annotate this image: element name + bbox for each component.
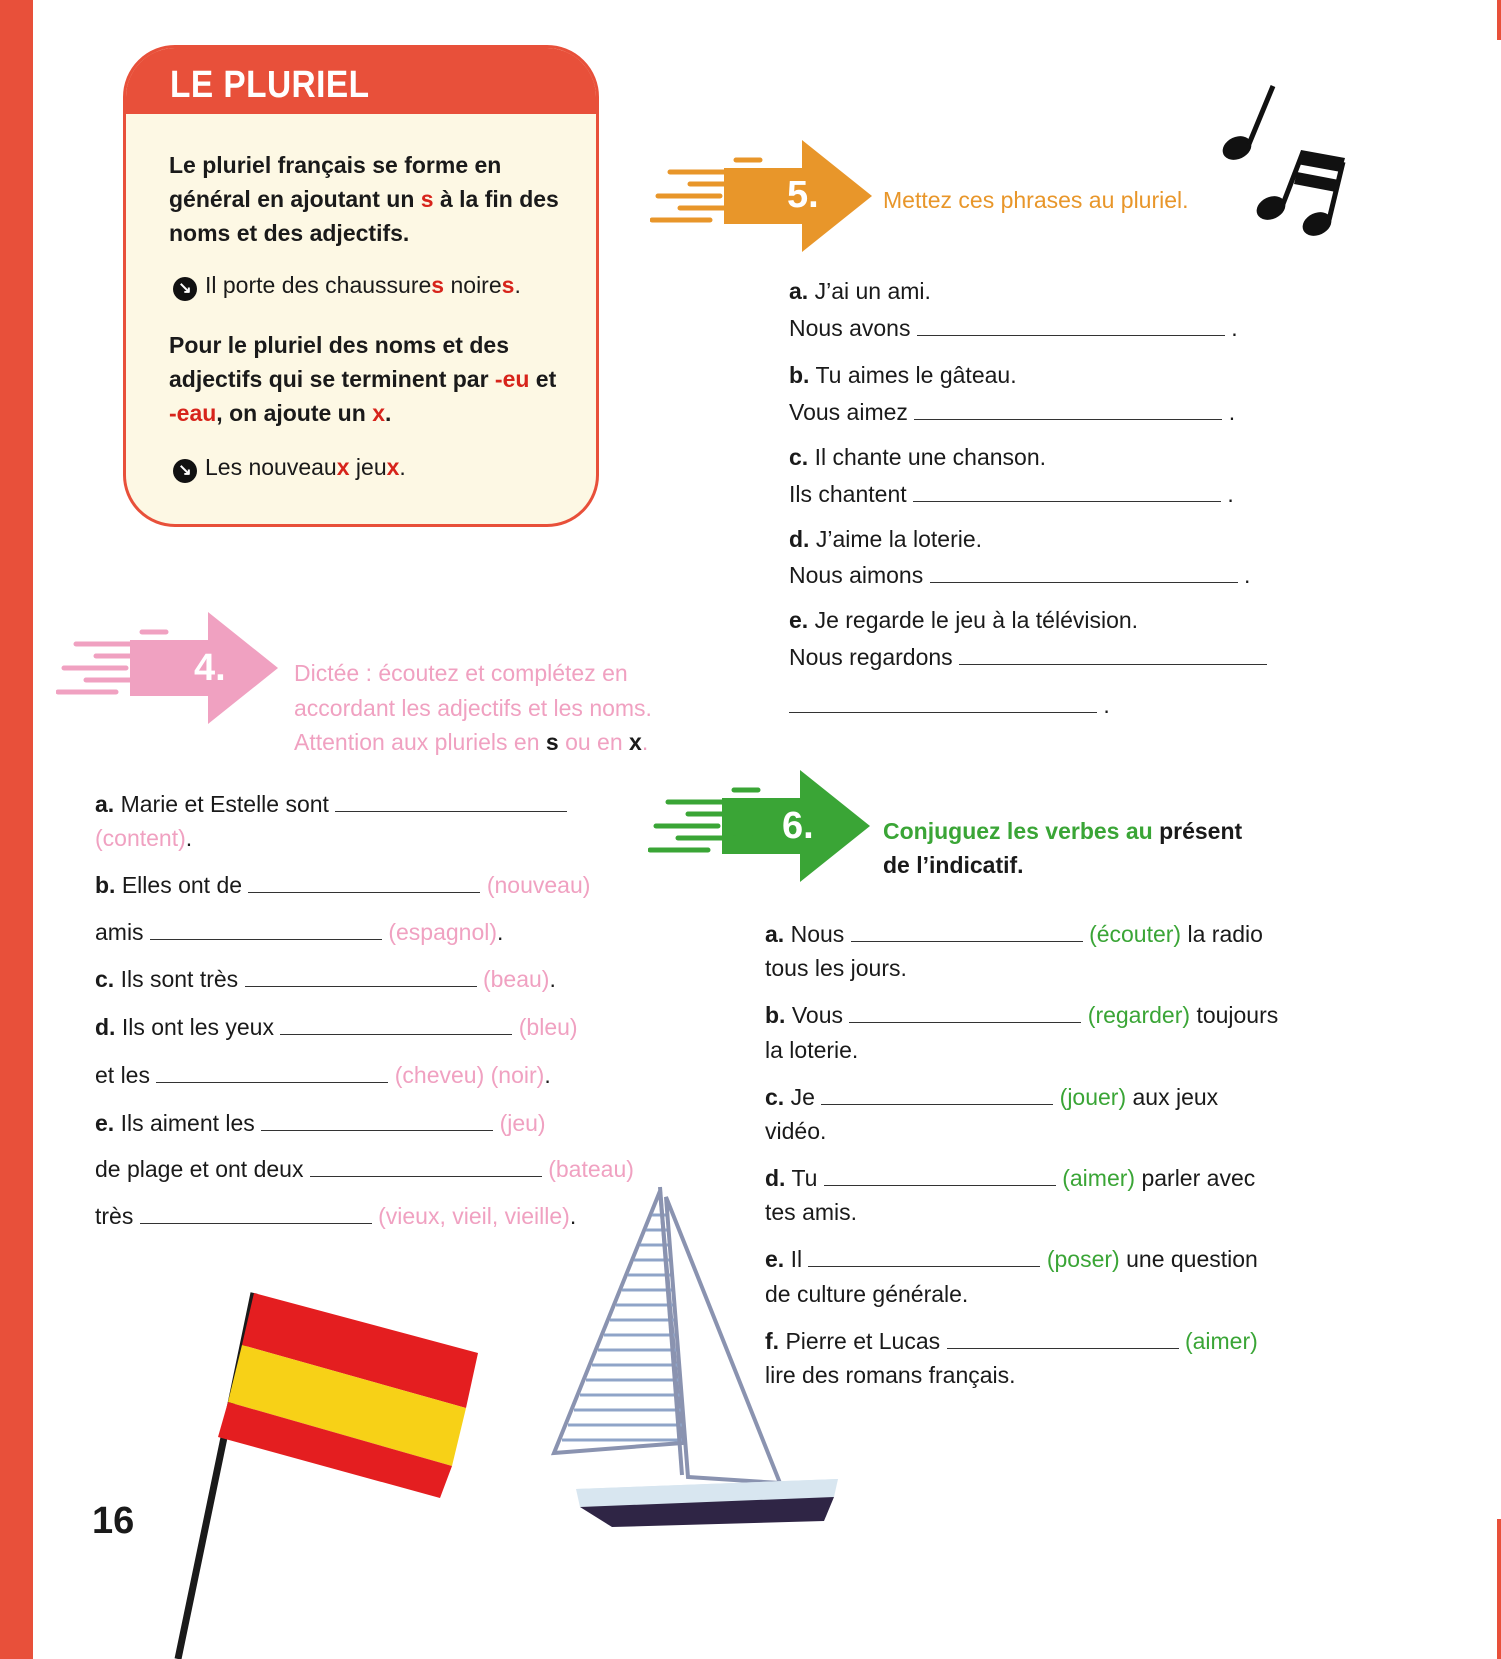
music-notes-icon bbox=[1215, 80, 1350, 240]
rule-header bbox=[126, 48, 596, 114]
item-letter: b. bbox=[789, 362, 810, 388]
item-text: Ils aiment les bbox=[120, 1110, 255, 1136]
arrow-icon: ↘ bbox=[173, 277, 197, 301]
left-margin-band bbox=[0, 0, 33, 1659]
ex6-item-d-line2: tes amis. bbox=[765, 1199, 858, 1225]
item-letter: b. bbox=[95, 872, 116, 898]
answer-blank[interactable] bbox=[310, 1158, 542, 1177]
item-sentence: Tu aimes le gâteau. bbox=[815, 362, 1017, 388]
answer-blank[interactable] bbox=[851, 923, 1083, 942]
answer-blank[interactable] bbox=[140, 1205, 372, 1224]
item-letter: f. bbox=[765, 1328, 780, 1354]
instruction-emphasis: présent bbox=[1159, 818, 1243, 844]
instruction-line: accordant les adjectifs et les noms. bbox=[294, 694, 652, 721]
verb-hint: (jouer) bbox=[1059, 1084, 1127, 1110]
rule-text: Le pluriel français se forme en général en ajoutant un bbox=[169, 152, 502, 212]
right-margin-band-bottom bbox=[1497, 1519, 1501, 1659]
item-letter: c. bbox=[765, 1084, 785, 1110]
highlight-s: s bbox=[431, 272, 445, 298]
ex6-item-b bbox=[765, 1000, 1278, 1030]
rule-title: LE PLURIEL bbox=[170, 64, 370, 106]
ex5-item-e-sentence bbox=[789, 605, 1138, 635]
exercise-5-instruction: Mettez ces phrases au pluriel. bbox=[883, 187, 1189, 213]
example-text: . bbox=[399, 454, 406, 480]
ex4-item-b bbox=[95, 870, 590, 900]
right-margin-band-top bbox=[1497, 0, 1501, 40]
ex6-item-c bbox=[765, 1082, 1218, 1112]
answer-blank[interactable] bbox=[808, 1248, 1040, 1267]
highlight-s: s bbox=[420, 186, 434, 212]
item-end: . bbox=[497, 919, 504, 945]
ex6-item-a bbox=[765, 919, 1263, 949]
item-text: Ils sont très bbox=[120, 966, 239, 992]
answer-end: . bbox=[1231, 315, 1238, 341]
ex6-item-a-line2: tous les jours. bbox=[765, 955, 907, 981]
exercise-5-arrow bbox=[650, 140, 875, 252]
item-subject: Je bbox=[790, 1084, 815, 1110]
ex4-item-e-line2 bbox=[95, 1154, 634, 1184]
answer-blank[interactable] bbox=[156, 1064, 388, 1083]
ex4-item-b-line2 bbox=[95, 917, 503, 947]
item-letter: c. bbox=[95, 966, 115, 992]
answer-start: Vous aimez bbox=[789, 399, 908, 425]
instruction-text: ou en bbox=[558, 729, 630, 755]
ex4-item-d-line2 bbox=[95, 1060, 551, 1090]
answer-blank[interactable] bbox=[248, 874, 480, 893]
highlight-x: x bbox=[336, 454, 350, 480]
item-rest: toujours bbox=[1196, 1002, 1279, 1028]
item-subject: Tu bbox=[791, 1165, 818, 1191]
highlight-eau: -eau bbox=[169, 400, 217, 426]
answer-end: . bbox=[1103, 692, 1110, 718]
item-end: . bbox=[185, 825, 193, 851]
item-rest: aux jeux bbox=[1132, 1084, 1219, 1110]
answer-blank[interactable] bbox=[914, 401, 1222, 420]
ex6-item-b-line2: la loterie. bbox=[765, 1037, 859, 1063]
item-sentence: J’ai un ami. bbox=[814, 278, 931, 304]
instruction-line: de l’indicatif. bbox=[883, 852, 1024, 878]
arrow-icon: ↘ bbox=[173, 459, 197, 483]
highlight-s: s bbox=[545, 729, 559, 755]
page-number: 16 bbox=[92, 1500, 135, 1542]
verb-hint: (aimer) bbox=[1184, 1328, 1258, 1354]
exercise-4-arrow bbox=[56, 612, 281, 724]
exercise-4-number: 4. bbox=[194, 647, 226, 689]
ex4-item-c bbox=[95, 964, 556, 994]
item-letter: d. bbox=[765, 1165, 786, 1191]
highlight-x: x bbox=[372, 400, 385, 426]
item-subject: Vous bbox=[791, 1002, 843, 1028]
answer-blank[interactable] bbox=[824, 1167, 1056, 1186]
exercise-4-instruction bbox=[294, 656, 652, 760]
item-subject: Pierre et Lucas bbox=[785, 1328, 941, 1354]
answer-blank[interactable] bbox=[280, 1016, 512, 1035]
ex5-item-a-answer bbox=[789, 313, 1238, 343]
item-rest: une question bbox=[1126, 1246, 1258, 1272]
hint-word: (nouveau) bbox=[486, 872, 591, 898]
item-subject: Nous bbox=[790, 921, 845, 947]
ex5-item-e-answer bbox=[789, 642, 1267, 672]
ex5-item-d-answer bbox=[789, 560, 1250, 590]
answer-start: Nous avons bbox=[789, 315, 911, 341]
answer-start: Nous aimons bbox=[789, 562, 924, 588]
rule-text: , on ajoute un bbox=[216, 400, 373, 426]
item-letter: e. bbox=[765, 1246, 785, 1272]
item-letter: e. bbox=[95, 1110, 115, 1136]
answer-blank[interactable] bbox=[959, 646, 1267, 665]
ex5-item-b-answer bbox=[789, 397, 1235, 427]
item-rest: parler avec bbox=[1141, 1165, 1256, 1191]
answer-start: Ils chantent bbox=[789, 481, 907, 507]
item-end: . bbox=[569, 1203, 577, 1229]
ex4-item-e-line3 bbox=[95, 1201, 576, 1231]
hint-word: (jeu) bbox=[499, 1110, 546, 1136]
exercise-5-number: 5. bbox=[787, 174, 819, 216]
answer-blank[interactable] bbox=[913, 483, 1221, 502]
rule-text: à la fin des noms et des adjectifs. bbox=[169, 186, 559, 246]
exercise-6-number: 6. bbox=[782, 805, 814, 847]
answer-blank[interactable] bbox=[947, 1330, 1179, 1349]
ex4-item-e bbox=[95, 1108, 546, 1138]
answer-blank[interactable] bbox=[261, 1112, 493, 1131]
ex4-item-a-hint bbox=[95, 823, 192, 853]
answer-blank[interactable] bbox=[789, 694, 1097, 713]
ex5-item-c-sentence bbox=[789, 442, 1046, 472]
hint-word: (bateau) bbox=[548, 1156, 634, 1182]
example-text: . bbox=[514, 272, 521, 298]
item-text: et les bbox=[95, 1062, 150, 1088]
ex5-item-d-sentence bbox=[789, 524, 982, 554]
highlight-x: x bbox=[629, 729, 642, 755]
verb-hint: (écouter) bbox=[1089, 921, 1182, 947]
ex4-item-d bbox=[95, 1012, 578, 1042]
instruction-line bbox=[883, 814, 1242, 848]
ex5-item-a-sentence bbox=[789, 276, 931, 306]
item-end: . bbox=[549, 966, 556, 992]
item-end: . bbox=[544, 1062, 551, 1088]
answer-blank[interactable] bbox=[849, 1004, 1081, 1023]
answer-end: . bbox=[1227, 481, 1234, 507]
spain-flag-icon bbox=[170, 1285, 490, 1659]
answer-blank[interactable] bbox=[821, 1086, 1053, 1105]
item-sentence: J’aime la loterie. bbox=[815, 526, 983, 552]
highlight-s: s bbox=[501, 272, 515, 298]
item-subject: Il bbox=[790, 1246, 803, 1272]
ex6-item-c-line2: vidéo. bbox=[765, 1118, 827, 1144]
item-rest: la radio bbox=[1187, 921, 1263, 947]
rule-text: et bbox=[529, 366, 557, 392]
instruction-line: Dictée : écoutez et complétez en bbox=[294, 660, 628, 686]
sailboat-icon bbox=[548, 1185, 843, 1530]
answer-end: . bbox=[1244, 562, 1251, 588]
highlight-x: x bbox=[386, 454, 400, 480]
item-letter: e. bbox=[789, 607, 809, 633]
answer-blank[interactable] bbox=[930, 564, 1238, 583]
answer-blank[interactable] bbox=[245, 968, 477, 987]
item-letter: d. bbox=[95, 1014, 116, 1040]
rule-text: . bbox=[384, 400, 392, 426]
ex6-item-f-line2: lire des romans français. bbox=[765, 1362, 1016, 1388]
item-text: Elles ont de bbox=[121, 872, 243, 898]
instruction-text: . bbox=[641, 729, 649, 755]
ex6-item-e-line2: de culture générale. bbox=[765, 1281, 969, 1307]
rule-box bbox=[123, 45, 599, 527]
hint-word: (bleu) bbox=[518, 1014, 578, 1040]
item-letter: b. bbox=[765, 1002, 786, 1028]
rule-paragraph-2 bbox=[169, 328, 569, 430]
ex4-item-a bbox=[95, 789, 567, 819]
highlight-eu: -eu bbox=[494, 366, 530, 392]
item-text: amis bbox=[95, 919, 144, 945]
exercise-6-instruction bbox=[883, 814, 1242, 882]
answer-end: . bbox=[1228, 399, 1236, 425]
item-text: Marie et Estelle sont bbox=[120, 791, 329, 817]
ex5-item-c-answer bbox=[789, 479, 1234, 509]
example-text: Il porte des chaussure bbox=[205, 272, 432, 298]
item-text: très bbox=[95, 1203, 134, 1229]
rule-example-2 bbox=[173, 452, 406, 483]
exercise-6-arrow bbox=[648, 770, 873, 882]
ex5-item-e-answer-cont bbox=[789, 690, 1110, 720]
item-sentence: Il chante une chanson. bbox=[814, 444, 1047, 470]
hint-word: (vieux, vieil, vieille) bbox=[378, 1203, 570, 1229]
item-text: de plage et ont deux bbox=[95, 1156, 304, 1182]
hint-word: (espagnol) bbox=[388, 919, 498, 945]
instruction-line bbox=[294, 725, 652, 760]
answer-blank[interactable] bbox=[150, 921, 382, 940]
answer-start: Nous regardons bbox=[789, 644, 953, 670]
item-letter: a. bbox=[95, 791, 115, 817]
item-sentence: Je regarde le jeu à la télévision. bbox=[814, 607, 1139, 633]
verb-hint: (regarder) bbox=[1087, 1002, 1191, 1028]
hint-word: (cheveu) (noir) bbox=[394, 1062, 545, 1088]
example-text: jeu bbox=[349, 454, 387, 480]
item-text: Ils ont les yeux bbox=[121, 1014, 274, 1040]
instruction-text: Attention aux pluriels en bbox=[294, 729, 546, 755]
item-letter: a. bbox=[789, 278, 809, 304]
verb-hint: (poser) bbox=[1046, 1246, 1120, 1272]
item-letter: d. bbox=[789, 526, 810, 552]
item-letter: c. bbox=[789, 444, 809, 470]
rule-text: Pour le pluriel des noms et des adjectifs qui se terminent par bbox=[169, 332, 509, 392]
answer-blank[interactable] bbox=[335, 793, 567, 812]
example-text: Les nouveau bbox=[205, 454, 337, 480]
ex5-item-b-sentence bbox=[789, 360, 1017, 390]
verb-hint: (aimer) bbox=[1062, 1165, 1136, 1191]
hint-word: (content) bbox=[95, 825, 186, 851]
answer-blank[interactable] bbox=[917, 317, 1225, 336]
item-letter: a. bbox=[765, 921, 785, 947]
example-text: noire bbox=[444, 272, 502, 298]
hint-word: (beau) bbox=[482, 966, 550, 992]
instruction-text: Conjuguez les verbes au bbox=[883, 818, 1160, 844]
rule-example-1 bbox=[173, 270, 521, 301]
rule-paragraph-1 bbox=[169, 148, 569, 250]
